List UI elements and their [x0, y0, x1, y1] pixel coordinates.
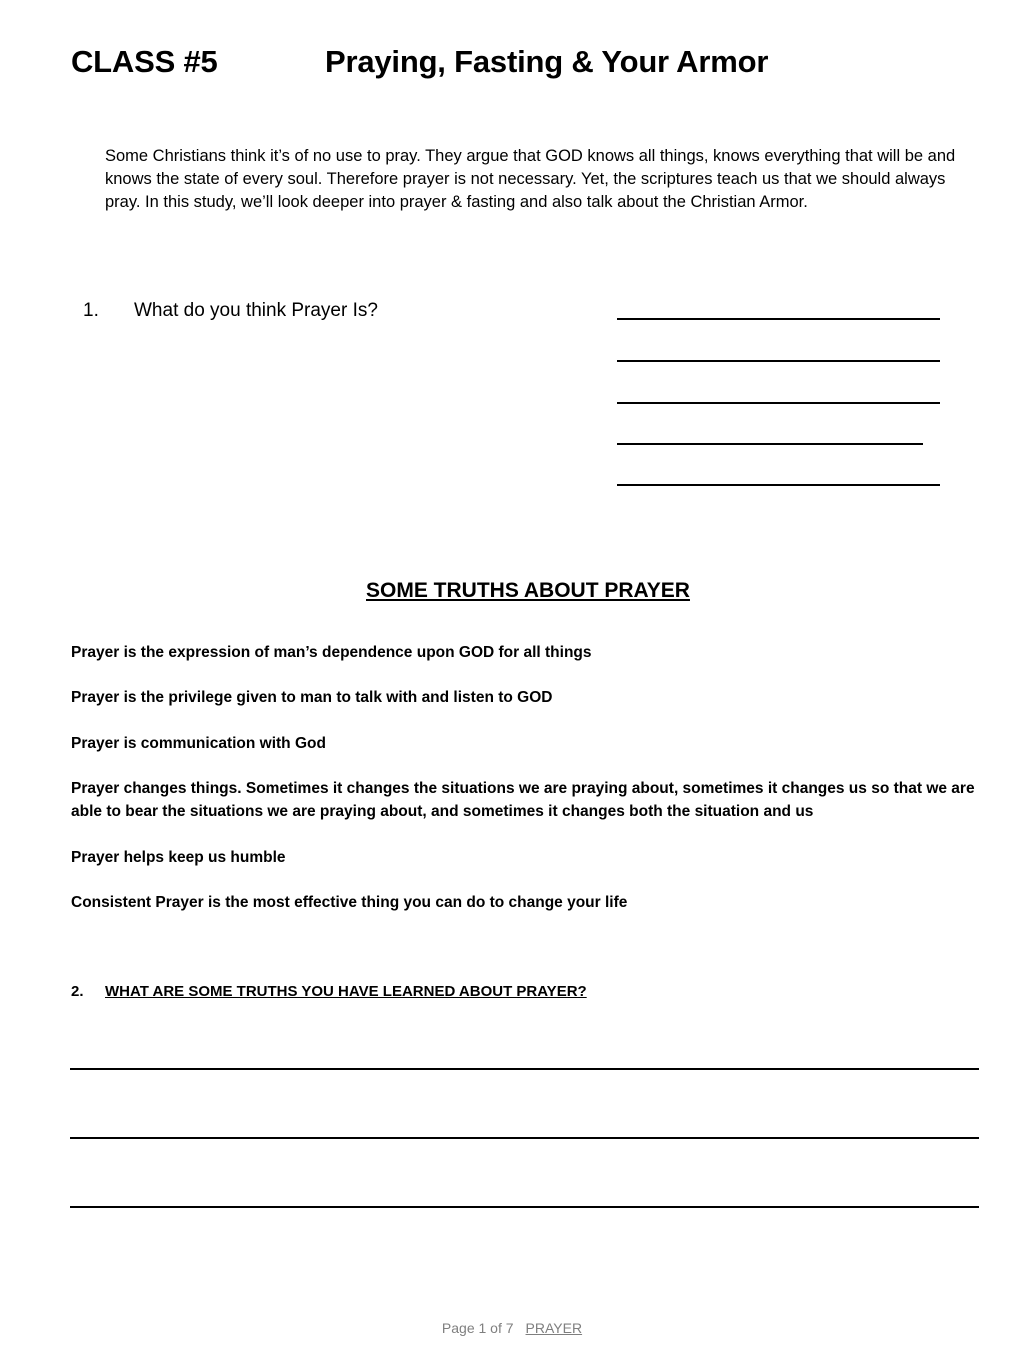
section-heading: SOME TRUTHS ABOUT PRAYER [366, 579, 690, 602]
question-2 [71, 983, 587, 1000]
answer-line-full-3[interactable] [70, 1206, 979, 1208]
question-1-text: What do you think Prayer Is? [134, 300, 378, 321]
answer-line-5[interactable] [617, 484, 940, 486]
question-1-number: 1. [83, 300, 99, 321]
truth-item: Prayer is communication with God [71, 735, 326, 752]
question-2-number: 2. [71, 983, 84, 1000]
truth-item: Prayer is the expression of man’s dependence upon GOD for all things [71, 644, 592, 661]
question-2-text: WHAT ARE SOME TRUTHS YOU HAVE LEARNED ABOUT PRAYER? [105, 983, 587, 1000]
answer-line-4[interactable] [617, 443, 923, 445]
footer-section-tag: PRAYER [525, 1320, 583, 1336]
page-title: Praying, Fasting & Your Armor [325, 44, 769, 79]
page-number: Page 1 of 7 [441, 1320, 514, 1336]
truth-item: Prayer changes things. Sometimes it changes the situations we are praying about, sometimes it changes us so that we are able to bear the situations we are praying about, and sometimes it changes both the situation and us [71, 780, 975, 820]
answer-line-3[interactable] [617, 402, 940, 404]
page-footer [0, 1320, 1024, 1336]
truth-item: Prayer helps keep us humble [71, 849, 286, 866]
answer-line-2[interactable] [617, 360, 940, 362]
truth-item: Consistent Prayer is the most effective thing you can do to change your life [71, 894, 628, 911]
intro-paragraph: Some Christians think it’s of no use to pray. They argue that GOD knows all things, knows everything that will be and knows the state of every soul. Therefore prayer is not necessary. Yet, the scriptures teach us that we should always pray. In this study, we’ll look deeper into prayer & fasting and also talk about the Christian Armor. [105, 147, 956, 211]
answer-line-full-1[interactable] [70, 1068, 979, 1070]
truth-item: Prayer is the privilege given to man to talk with and listen to GOD [71, 689, 553, 706]
answer-line-full-2[interactable] [70, 1137, 979, 1139]
class-number: CLASS #5 [71, 44, 218, 79]
answer-line-1[interactable] [617, 318, 940, 320]
